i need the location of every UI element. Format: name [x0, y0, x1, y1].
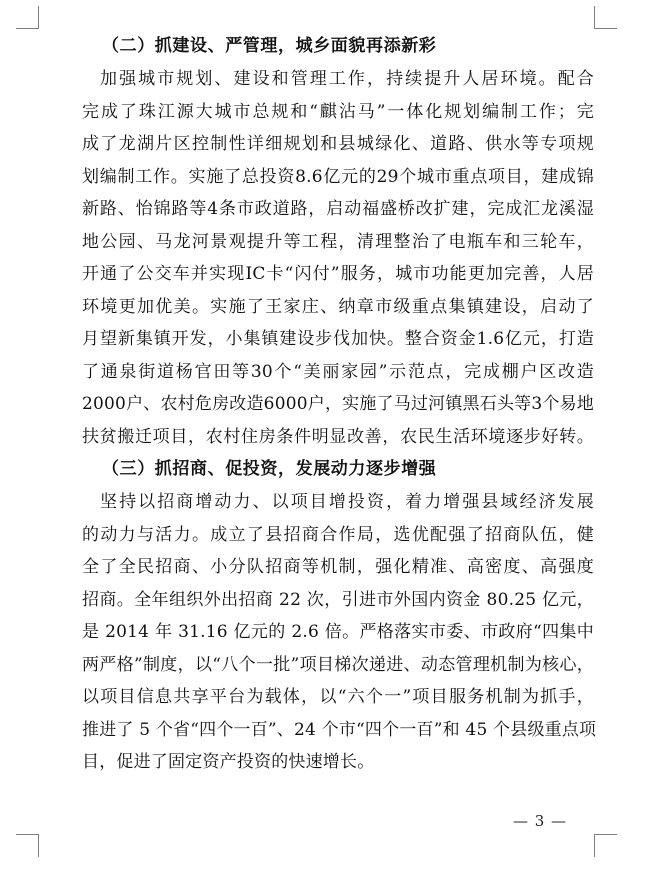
text-line: 坚持以招商增动力、以项目增投资，着力增强县域经济发展	[100, 492, 594, 512]
text-line: 招商。全年组织外出招商 22 次，引进市外国内资金 80.25 亿元，	[82, 589, 594, 610]
section-heading-investment: （三）抓招商、促投资，发展动力逐步增强	[102, 459, 437, 479]
text-line: 扶贫搬迁项目，农村住房条件明显改善，农民生活环境逐步好转。	[82, 426, 594, 447]
text-line: 以项目信息共享平台为载体，以“六个一”项目服务机制为抓手，	[82, 687, 594, 707]
text-line: 的动力与活力。成立了县招商合作局，选优配强了招商队伍，健	[82, 524, 594, 545]
text-line: 目，促进了固定资产投资的快速增长。	[82, 752, 375, 772]
text-line: 成了龙湖片区控制性详细规划和县城绿化、道路、供水等专项规	[82, 134, 594, 154]
page-number: — 3 —	[512, 812, 568, 830]
text-line: 新路、怡锦路等4条市政道路，启动福盛桥改扩建，完成汇龙溪湿	[82, 199, 594, 219]
text-line: 推进了 5 个省“四个一百”、24 个市“四个一百”和 45 个县级重点项	[82, 719, 597, 740]
text-line: 地公园、马龙河景观提升等工程，清理整治了电瓶车和三轮车，	[82, 231, 594, 252]
document-body	[82, 30, 597, 779]
crop-mark-bottom-left	[16, 834, 39, 857]
text-line: 两严格”制度，以“八个一批”项目梯次递进、动态管理机制为核心，	[82, 654, 594, 675]
crop-mark-top-right	[594, 6, 617, 29]
text-line: 2000户、农村危房改造6000户，实施了马过河镇黑石头等3个易地	[82, 394, 594, 414]
paragraph-investment	[82, 486, 597, 779]
text-line: 加强城市规划、建设和管理工作，持续提升人居环境。配合	[100, 69, 594, 89]
text-line: 了通泉街道杨官田等30个“美丽家园”示范点，完成棚户区改造	[82, 361, 594, 382]
text-line: 月望新集镇开发，小集镇建设步伐加快。整合资金1.6亿元，打造	[82, 329, 594, 349]
text-line: 环境更加优美。实施了王家庄、纳章市级重点集镇建设，启动了	[82, 296, 594, 317]
crop-mark-bottom-right	[594, 834, 617, 857]
paragraph-construction	[82, 63, 594, 453]
text-line: 全了全民招商、小分队招商等机制，强化精准、高密度、高强度	[82, 557, 594, 577]
text-line: 开通了公交车并实现IC卡“闪付”服务，城市功能更加完善，人居	[82, 264, 594, 284]
text-line: 完成了珠江源大城市总规和“麒沾马”一体化规划编制工作；完	[82, 101, 594, 122]
text-line: 是 2014 年 31.16 亿元的 2.6 倍。严格落实市委、市政府“四集中	[82, 622, 594, 642]
crop-mark-top-left	[16, 6, 39, 29]
text-line: 划编制工作。实施了总投资8.6亿元的29个城市重点项目，建成锦	[82, 166, 594, 187]
section-heading-construction: （二）抓建设、严管理，城乡面貌再添新彩	[102, 36, 437, 56]
